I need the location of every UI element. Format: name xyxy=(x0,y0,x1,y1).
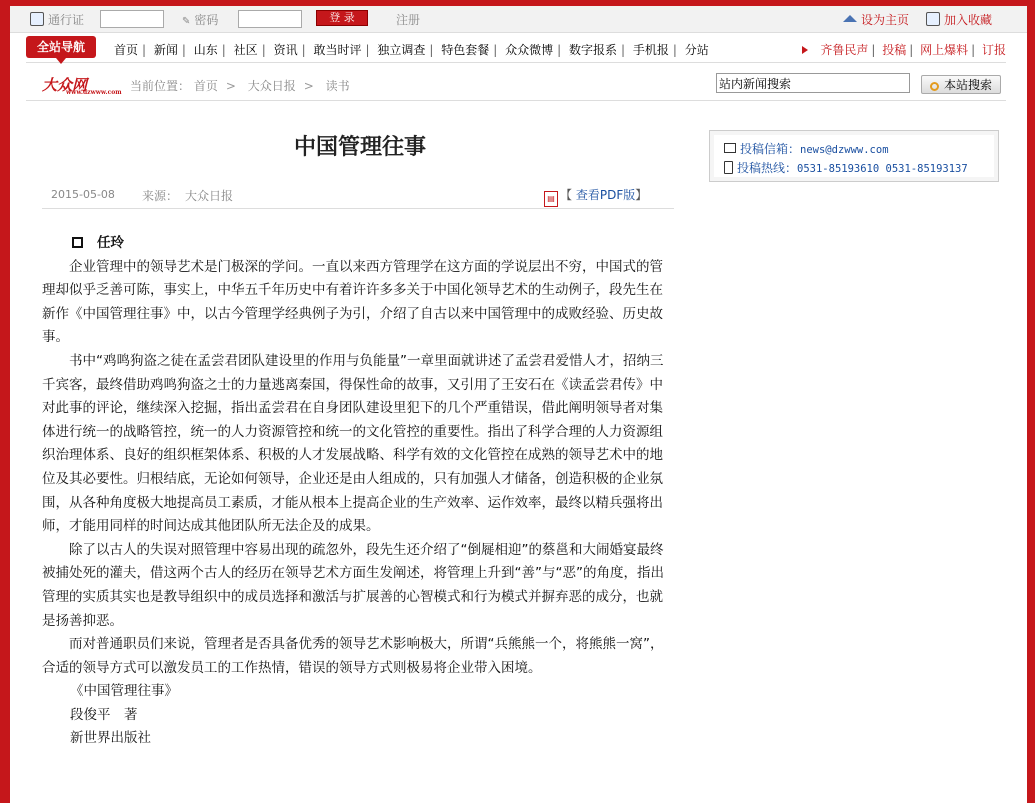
search-button-label: 本站搜索 xyxy=(943,78,992,92)
pdf-open-bracket: 【 xyxy=(560,188,573,202)
pdf-link-label: 查看PDF版 xyxy=(575,188,636,202)
article-source: 大众日报 xyxy=(185,189,234,203)
article-author xyxy=(42,232,674,256)
login-bar xyxy=(10,6,1027,33)
nav-item-community[interactable]: 社区 xyxy=(233,43,258,57)
book-publisher: 新世界出版社 xyxy=(70,730,151,747)
password-input[interactable] xyxy=(238,10,302,28)
search-input[interactable]: 站内新闻搜索 xyxy=(716,73,910,93)
pdf-link[interactable] xyxy=(544,186,647,207)
contact-box-inner xyxy=(714,135,994,177)
add-favorite-link[interactable] xyxy=(926,11,992,28)
breadcrumb-dazhong[interactable]: 大众日报 xyxy=(247,79,296,93)
article-meta xyxy=(42,186,674,209)
article-paragraph: 企业管理中的领导艺术是门极深的学问。一直以来西方管理学在这方面的学说层出不穷，中国式的管理却似乎乏善可陈，事实上，中华五千年历史中有着许许多多关于中国化领导艺术的生动例子，段先生在新作《中国管理往事》中，以古今管理学经典例子为引，介绍了自古以来中国管理中的成败经验、历史故事。 xyxy=(42,258,663,346)
register-link[interactable]: 注册 xyxy=(396,13,421,27)
nav-right-subscribe[interactable]: 订报 xyxy=(981,43,1006,57)
passport-icon xyxy=(30,12,44,26)
breadcrumb: 当前位置： 首页 > 大众日报 > 读书 xyxy=(130,79,350,93)
nav-item-commentary[interactable]: 敢当时评 xyxy=(313,43,362,57)
nav-item-mobile[interactable]: 手机报 xyxy=(632,43,669,57)
contact-hotline-row xyxy=(724,159,968,176)
nav-item-branches[interactable]: 分站 xyxy=(684,43,709,57)
book-title: 《中国管理往事》 xyxy=(70,683,178,700)
set-homepage-label: 设为主页 xyxy=(861,13,910,27)
passport-label: 通行证 xyxy=(48,13,85,27)
add-favorite-label: 加入收藏 xyxy=(944,13,993,27)
frame-left-border xyxy=(0,0,10,803)
nav-item-weibo[interactable]: 众众微博 xyxy=(505,43,554,57)
nav-right-tipoff[interactable]: 网上爆料 xyxy=(920,43,969,57)
set-homepage-link[interactable] xyxy=(843,11,909,28)
pencil-icon: ✎ xyxy=(182,16,191,27)
favorite-icon xyxy=(926,12,940,26)
arrow-right-icon xyxy=(802,46,808,54)
email-label: 投稿信箱： xyxy=(740,142,801,156)
passport-input[interactable] xyxy=(100,10,164,28)
book-author: 段俊平 著 xyxy=(70,706,138,723)
hotline-value: 0531-85193610 0531-85193137 xyxy=(797,163,968,175)
search-icon xyxy=(930,82,939,91)
nav-right-submit[interactable]: 投稿 xyxy=(882,43,907,57)
article-paragraph: 而对普通职员们来说，管理者是否具备优秀的领导艺术影响极大，所谓“兵熊熊一个，将熊熊一窝”，合适的领导方式可以激发员工的工作热情，错误的领导方式则极易将企业带入困境。 xyxy=(42,636,664,676)
breadcrumb-bar xyxy=(26,68,1006,101)
nav-item-shandong[interactable]: 山东 xyxy=(193,43,218,57)
search-button[interactable] xyxy=(921,75,1001,94)
article-date: 2015-05-08 xyxy=(51,188,115,201)
logo-text: 大众网 xyxy=(42,76,88,94)
home-icon xyxy=(843,15,857,22)
article-paragraph: 除了以古人的失误对照管理中容易出现的疏忽外，段先生还介绍了“倒屣相迎”的蔡邕和大闹婚宴最终被捕处死的灌夫，借这两个古人的经历在领导艺术方面生发阐述，将管理上升到“善”与“恶”的角度，指出管理的实质其实也是教导组织中的成员选择和激活与扩展善的心智模式和行为模式并摒弃恶的成分，也就是扬善抑恶。 xyxy=(42,541,664,629)
square-icon xyxy=(72,237,83,248)
source-label: 来源： xyxy=(142,189,179,203)
article-body xyxy=(42,232,674,751)
breadcrumb-reading[interactable]: 读书 xyxy=(325,79,350,93)
pdf-close-bracket: 】 xyxy=(635,188,648,202)
password-label-wrap xyxy=(182,11,218,28)
nav-item-news[interactable]: 新闻 xyxy=(153,43,178,57)
breadcrumb-home[interactable]: 首页 xyxy=(193,79,218,93)
nav-item-investigation[interactable]: 独立调查 xyxy=(377,43,426,57)
passport-label-wrap xyxy=(30,11,84,28)
nav-list: 首页 | 新闻 | 山东 | 社区 | 资讯 | 敢当时评 | 独立调查 | 特色套餐 | 众众微博 | 数字报系 | 手机报 | 分站 xyxy=(114,43,709,57)
phone-icon xyxy=(724,161,733,174)
article-title: 中国管理往事 xyxy=(293,134,426,160)
pdf-icon: ▤ xyxy=(544,191,558,207)
email-value[interactable]: news@dzwww.com xyxy=(800,144,889,156)
contact-email-row xyxy=(724,140,889,157)
contact-box xyxy=(709,130,999,182)
article-paragraph: 书中“鸡鸣狗盗之徒在孟尝君团队建设里的作用与负能量”一章里面就讲述了孟尝君爱惜人才，招纳三千宾客，最终借助鸡鸣狗盗之士的力量逃离秦国，得保性命的故事，又引用了王安石在《读孟尝君传》中对此事的评论，继续深入挖掘，指出孟尝君在自身团队建设里犯下的几个严重错误，借此阐明领导者对集体进行统一的战略管控，统一的人力资源管控和统一的文化管控的重要性。指出了科学合理的人力资源组织治理体系、良好的组织框架体系、积极的人才发展战略、科学有效的文化管控在成熟的领导艺术中的地位及其必要性。归根结底，无论如何领导，企业还是由人组成的，只有加强人才储备，创造积极的企业氛围，从各种角度极大地提高员工素质，才能从根本上提高企业的生产效率、运作效率，最终以精兵强将出师，才能用同样的时间达成其他团队所无法企及的成果。 xyxy=(42,352,664,535)
site-logo[interactable] xyxy=(42,74,128,94)
author-name: 任玲 xyxy=(97,235,124,251)
breadcrumb-label: 当前位置： xyxy=(130,79,191,93)
logo-sub: www.dzwww.com xyxy=(66,89,122,96)
frame-right-border xyxy=(1027,0,1035,803)
nav-item-packages[interactable]: 特色套餐 xyxy=(441,43,490,57)
nav-item-home[interactable]: 首页 xyxy=(114,43,139,57)
nav-right-links: 齐鲁民声 | 投稿 | 网上爆料 | 订报 xyxy=(802,41,1006,58)
login-button[interactable]: 登 录 xyxy=(316,10,368,26)
nav-item-info[interactable]: 资讯 xyxy=(273,43,298,57)
mail-icon xyxy=(724,143,736,153)
password-label: 密码 xyxy=(194,13,219,27)
hotline-label: 投稿热线： xyxy=(737,161,798,175)
nav-right-voice[interactable]: 齐鲁民声 xyxy=(820,43,869,57)
all-nav-button[interactable]: 全站导航 xyxy=(26,36,96,58)
nav-item-digital-papers[interactable]: 数字报系 xyxy=(569,43,618,57)
main-nav xyxy=(26,34,1006,63)
